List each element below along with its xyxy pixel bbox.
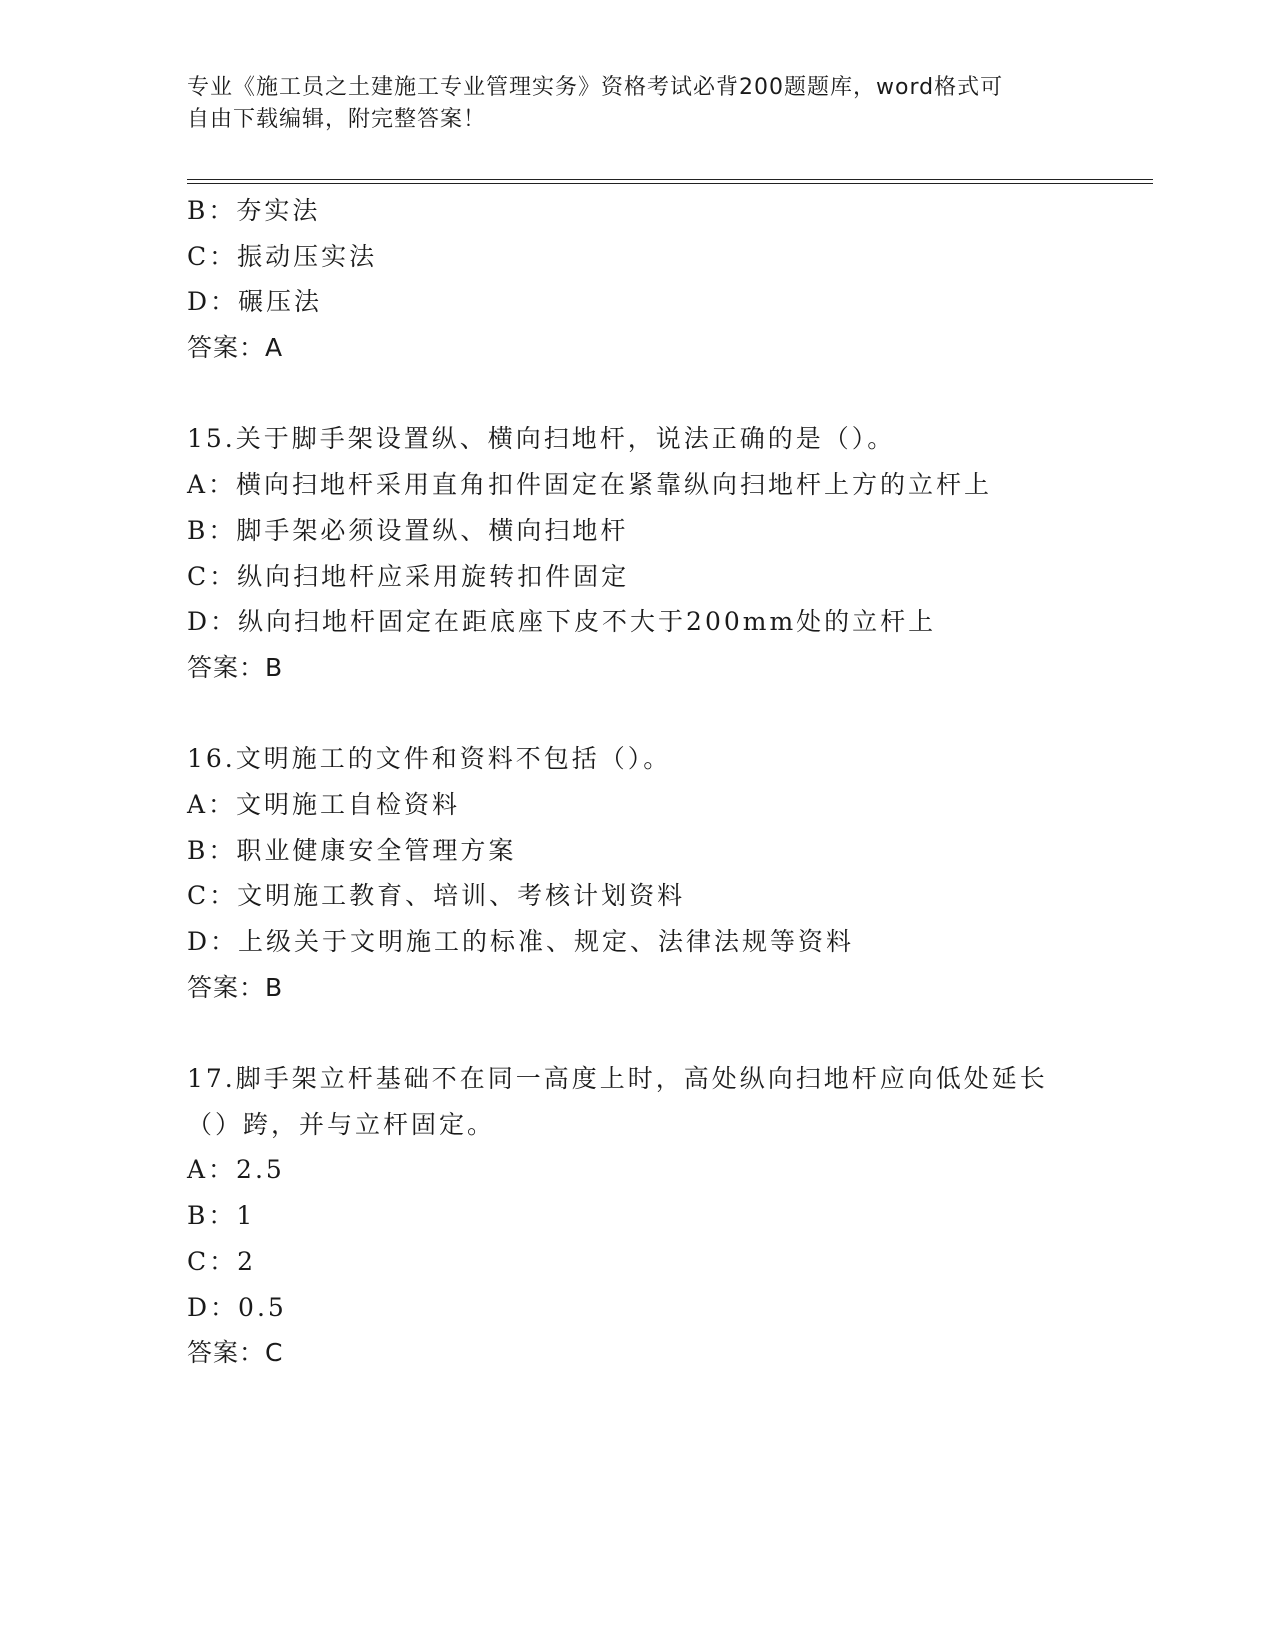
- option-c: C：文明施工教育、培训、考核计划资料: [187, 881, 686, 911]
- option-c: C：2: [187, 1246, 257, 1276]
- spacer: [187, 691, 1087, 737]
- document-header: [187, 72, 1067, 136]
- answer-line: 答案：B: [187, 972, 284, 1002]
- option-d: D：纵向扫地杆固定在距底座下皮不大于200mm处的立杆上: [187, 607, 937, 637]
- option-d: D：上级关于文明施工的标准、规定、法律法规等资料: [187, 927, 855, 956]
- option-d: D：碾压法: [187, 287, 323, 317]
- option-c: C：振动压实法: [187, 241, 378, 271]
- question-16: [187, 736, 1087, 1010]
- option-c: C：纵向扫地杆应采用旋转扣件固定: [187, 561, 630, 591]
- option-b: B：夯实法: [187, 196, 321, 225]
- question-14-continuation: [187, 188, 1087, 371]
- answer-line: 答案：A: [187, 333, 284, 363]
- question-stem: 15.关于脚手架设置纵、横向扫地杆，说法正确的是（）。: [187, 424, 896, 454]
- spacer: [187, 1010, 1087, 1056]
- option-a: A：文明施工自检资料: [187, 789, 461, 819]
- spacer: [187, 371, 1087, 417]
- header-title-line-2: 自由下载编辑，附完整答案！: [187, 107, 487, 132]
- header-divider-bottom: [187, 183, 1153, 184]
- option-b: B：职业健康安全管理方案: [187, 835, 517, 865]
- option-a: A：2.5: [187, 1155, 285, 1185]
- option-d: D：0.5: [187, 1292, 287, 1322]
- answer-line: 答案：B: [187, 652, 284, 682]
- question-stem-line-1: 17.脚手架立杆基础不在同一高度上时，高处纵向扫地杆应向低处延长: [187, 1064, 1048, 1094]
- option-b: B：1: [187, 1201, 256, 1231]
- question-15: [187, 416, 1087, 690]
- question-17: [187, 1056, 1087, 1376]
- question-list: [187, 188, 1087, 1376]
- option-a: A：横向扫地杆采用直角扣件固定在紧靠纵向扫地杆上方的立杆上: [187, 470, 993, 500]
- header-divider-top: [187, 179, 1153, 180]
- answer-line: 答案：C: [187, 1338, 284, 1368]
- question-stem: 16.文明施工的文件和资料不包括（）。: [187, 744, 672, 774]
- option-b: B：脚手架必须设置纵、横向扫地杆: [187, 515, 629, 545]
- question-stem-line-2: （）跨，并与立杆固定。: [187, 1109, 496, 1139]
- header-title-line-1: 专业《施工员之土建施工专业管理实务》资格考试必背200题题库，word格式可: [187, 75, 1004, 100]
